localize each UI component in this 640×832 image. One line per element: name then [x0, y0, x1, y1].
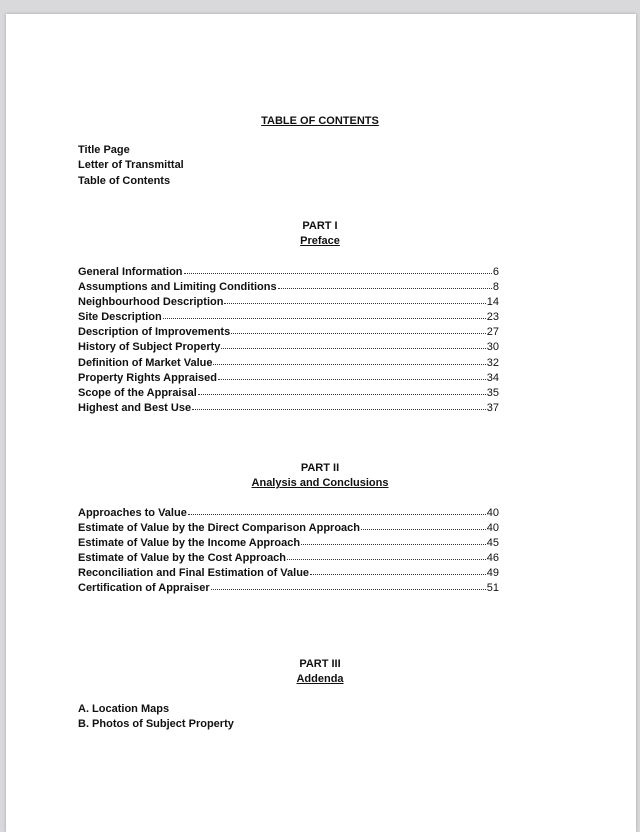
toc-entry — [78, 309, 499, 324]
toc-entry-page: 30 — [486, 341, 499, 354]
toc-entry — [78, 339, 499, 354]
intro-list — [78, 143, 184, 189]
intro-item: Table of Contents — [78, 174, 171, 187]
toc-entry-label: Site Description — [78, 311, 162, 324]
addenda-item: B. Photos of Subject Property — [78, 718, 234, 731]
dot-leader — [361, 519, 486, 530]
addenda-item: A. Location Maps — [78, 703, 170, 715]
toc-entry-page: 27 — [486, 326, 499, 339]
toc-entry — [78, 535, 499, 550]
toc-entry-label: Description of Improvements — [78, 326, 231, 339]
page-title: TABLE OF CONTENTS — [261, 115, 379, 127]
addenda-list — [78, 702, 234, 733]
toc-entry-label: Assumptions and Limiting Conditions — [78, 281, 277, 294]
toc-entry-label: Estimate of Value by the Cost Approach — [78, 552, 287, 565]
toc-entry-label: Neighbourhood Description — [78, 296, 224, 309]
toc-entry-label: Reconciliation and Final Estimation of Value — [78, 567, 310, 580]
toc-entry — [78, 400, 499, 415]
toc-entry-label: Property Rights Appraised — [78, 371, 217, 384]
toc-entry-page: 8 — [492, 281, 499, 294]
toc-entry-label: Certification of Appraiser — [78, 582, 210, 595]
toc-entry — [78, 550, 499, 565]
toc-entry-label: Definition of Market Value — [78, 356, 213, 369]
toc-entry — [78, 580, 499, 595]
dot-leader — [221, 338, 485, 349]
part-subtitle: Preface — [300, 235, 340, 247]
toc-entry — [78, 370, 499, 385]
toc-entry-label: Estimate of Value by the Direct Comparison Approach — [78, 522, 360, 535]
toc-entry-label: Estimate of Value by the Income Approach — [78, 537, 301, 550]
dot-leader — [198, 384, 486, 395]
toc-entry — [78, 505, 499, 520]
dot-leader — [192, 399, 486, 410]
part-heading — [78, 219, 562, 249]
dot-leader — [224, 293, 485, 304]
toc-entry-page: 40 — [486, 507, 499, 519]
toc-entry — [78, 264, 499, 279]
intro-item: Letter of Transmittal — [78, 159, 184, 172]
dot-leader — [213, 354, 485, 365]
part-title: PART I — [302, 220, 338, 232]
dot-leader — [184, 263, 492, 274]
toc-entry-page: 34 — [486, 371, 499, 384]
intro-item: Title Page — [78, 144, 130, 156]
toc-entry-page: 45 — [486, 537, 499, 550]
dot-leader — [188, 504, 486, 515]
dot-leader — [211, 579, 486, 590]
toc-entry — [78, 385, 499, 400]
toc-entry-page: 6 — [492, 266, 499, 278]
dot-leader — [287, 549, 486, 560]
dot-leader — [301, 534, 486, 545]
dot-leader — [278, 278, 492, 289]
toc-entry — [78, 355, 499, 370]
part-subtitle: Addenda — [296, 673, 344, 685]
toc-entry-label: Highest and Best Use — [78, 401, 192, 414]
toc-entry-page: 37 — [486, 401, 499, 414]
toc-entry-label: History of Subject Property — [78, 341, 221, 354]
part-heading — [78, 461, 562, 491]
toc-entry-page: 49 — [486, 567, 499, 580]
part-title: PART III — [299, 658, 341, 670]
toc-entry — [78, 294, 499, 309]
toc-entry-label: Approaches to Value — [78, 507, 187, 519]
toc-entry-label: Scope of the Appraisal — [78, 386, 197, 399]
toc-entry-page: 46 — [486, 552, 499, 565]
dot-leader — [310, 564, 486, 575]
toc-entry — [78, 565, 499, 580]
dot-leader — [231, 323, 486, 334]
toc-entry-page: 35 — [486, 386, 499, 399]
dot-leader — [218, 369, 486, 380]
toc-entry-label: General Information — [78, 266, 183, 278]
toc-entry — [78, 324, 499, 339]
toc-entry — [78, 279, 499, 294]
toc-entry-page: 51 — [486, 582, 499, 595]
toc-entry-page: 23 — [486, 311, 499, 324]
toc-entry-page: 40 — [486, 522, 499, 535]
dot-leader — [163, 308, 486, 319]
toc-list — [78, 505, 499, 596]
part-heading — [78, 657, 562, 687]
part-subtitle: Analysis and Conclusions — [251, 477, 389, 489]
toc-entry-page: 14 — [486, 296, 499, 309]
toc-list — [78, 264, 499, 415]
document-page — [6, 14, 636, 832]
toc-entry — [78, 520, 499, 535]
toc-entry-page: 32 — [486, 356, 499, 369]
part-title: PART II — [300, 462, 340, 474]
